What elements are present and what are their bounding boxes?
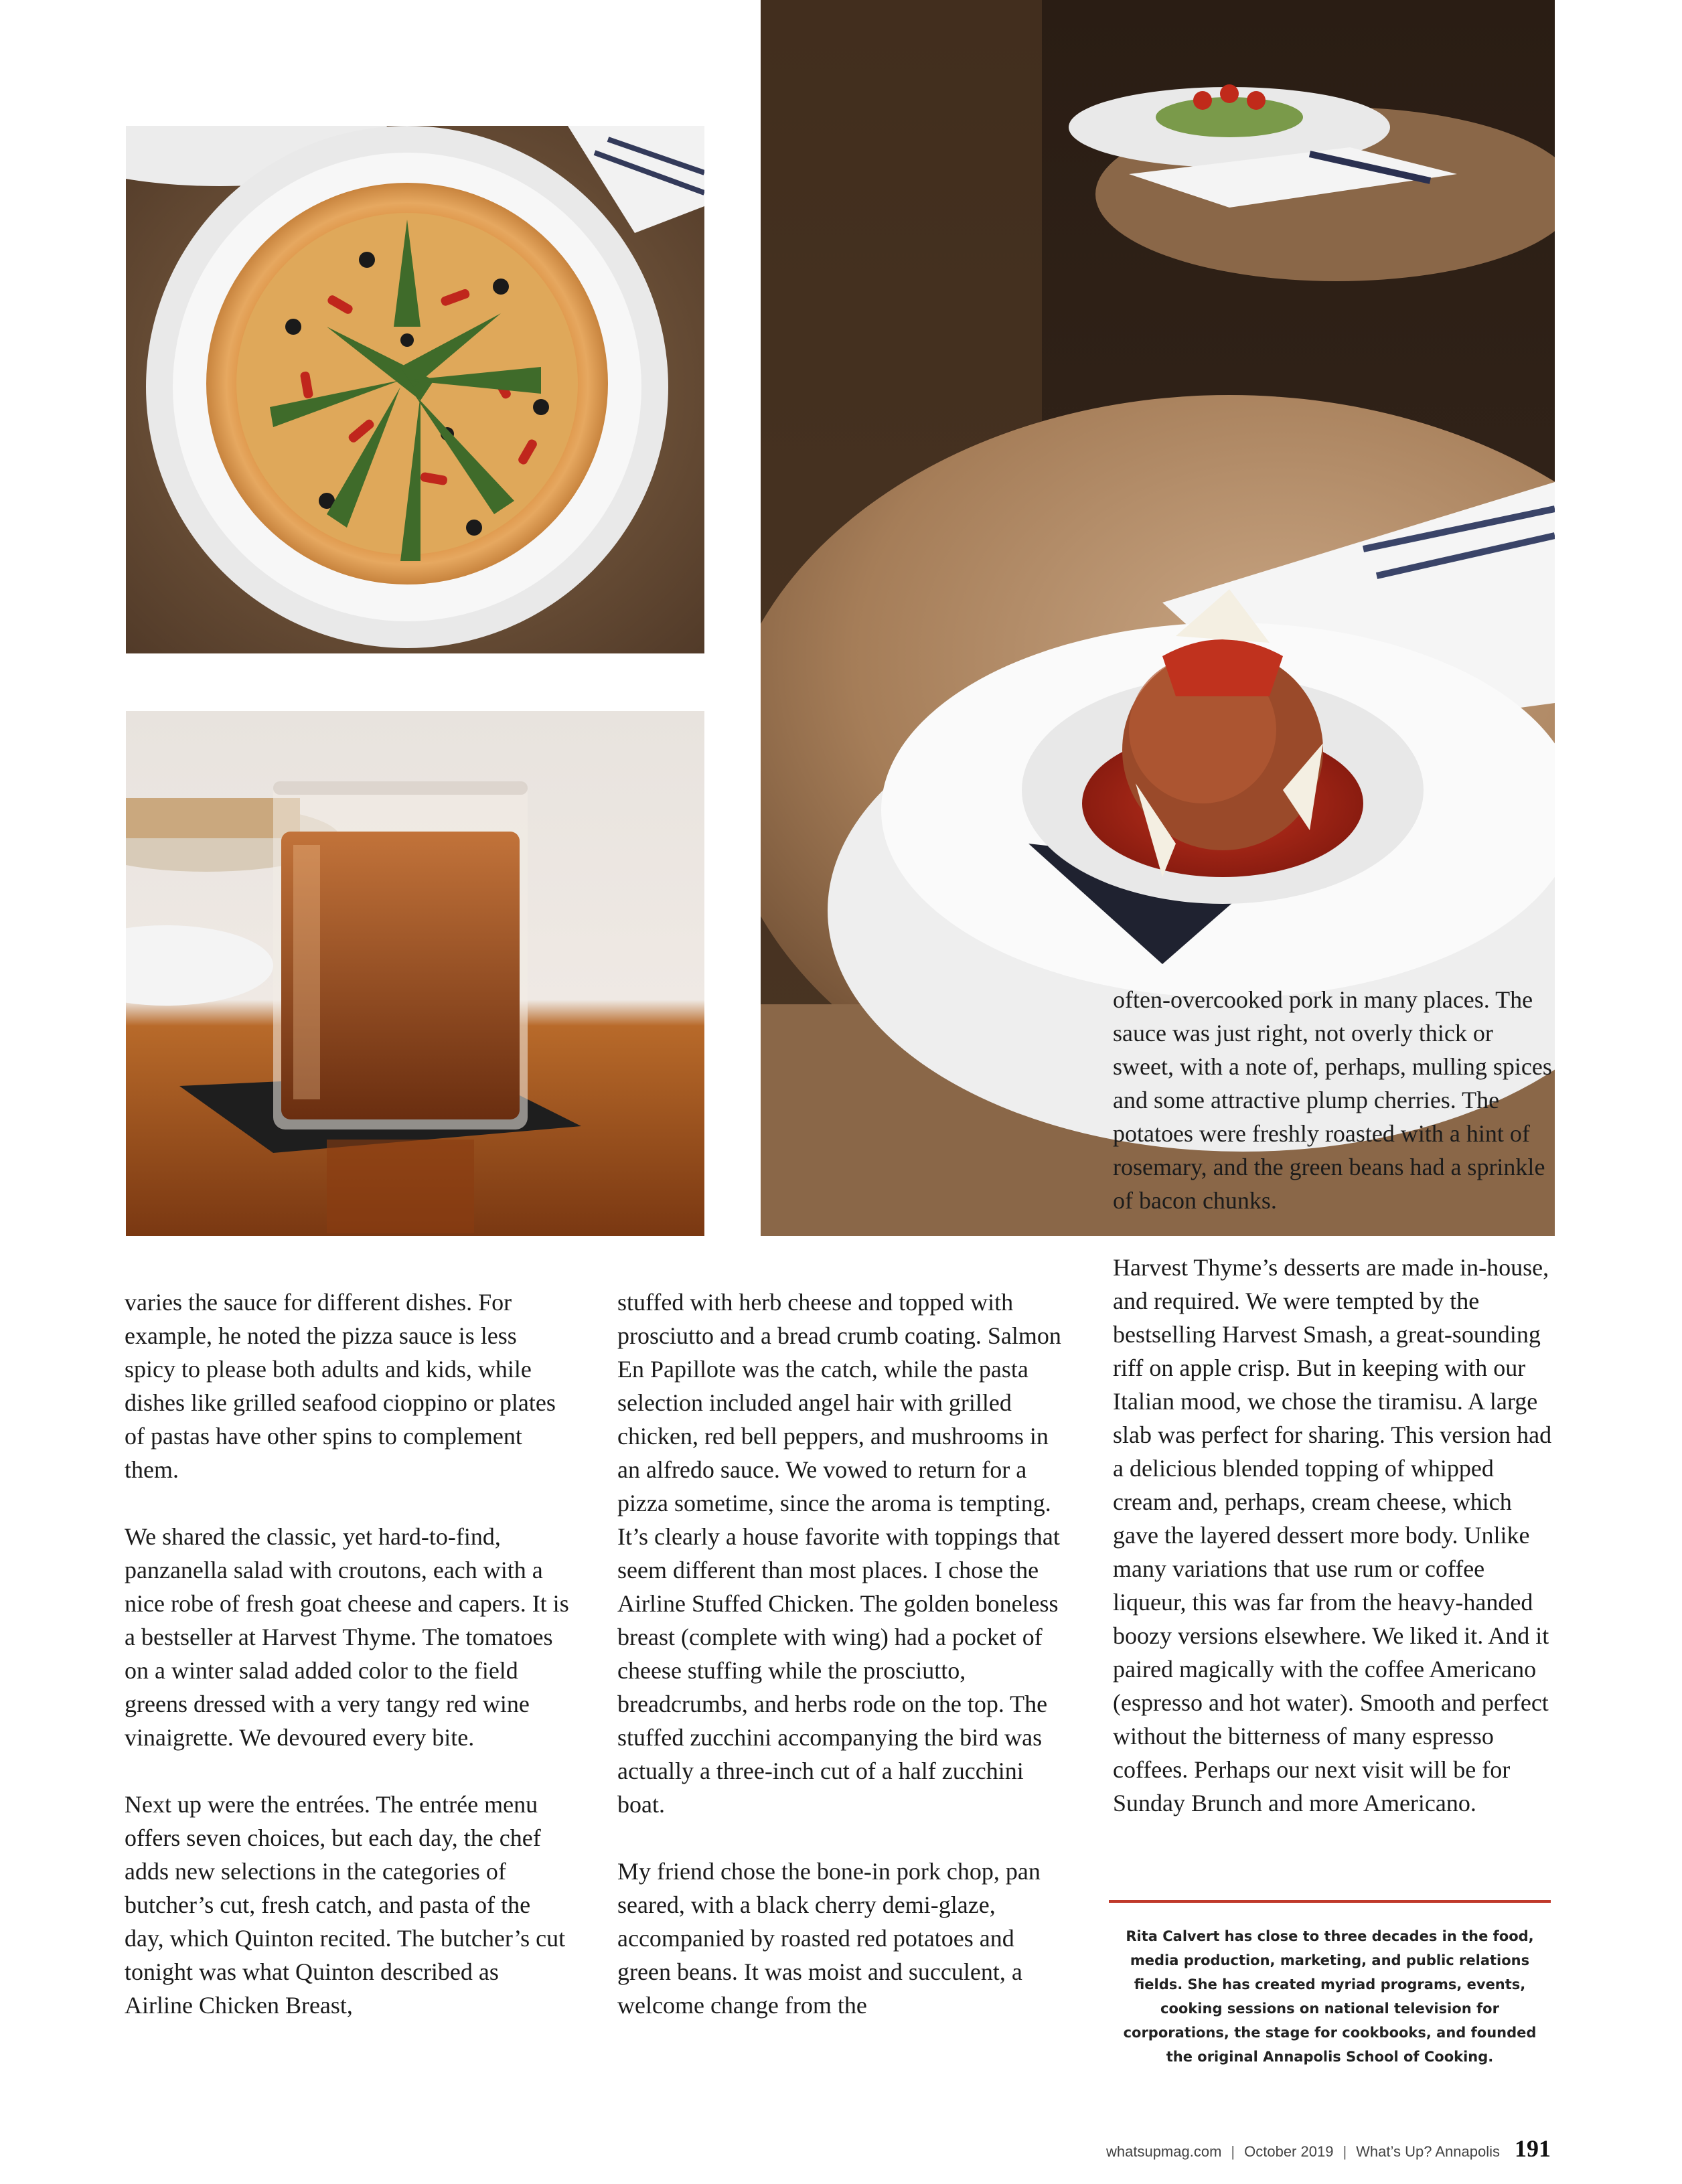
footer-separator: | [1231,2143,1235,2160]
right-column [1113,983,1555,1820]
cocktail-photo [126,711,704,1236]
page-number: 191 [1515,2135,1551,2162]
paragraph: My friend chose the bone-in pork chop, pan seared, with a black cherry demi-glaze, accompanied by roasted red potatoes and green beans. It was moist and succulent, a welcome change from the [617,1858,1041,2019]
page-footer [1106,2134,1551,2163]
footer-date: October 2019 [1244,2143,1334,2160]
paragraph: often-overcooked pork in many places. The sauce was just right, not overly thick or sweet, with a note of, perhaps, mulling spices and some attractive plump cherries. The potatoes were freshly roasted with a hint of rosemary, and the green beans had a sprinkle of bacon chunks. [1113,986,1552,1214]
middle-column [617,1285,1062,2022]
bio-divider [1109,1900,1551,1903]
paragraph: varies the sauce for different dishes. For example, he noted the pizza sauce is less spicy to please both adults and kids, while dishes like grilled seafood cioppino or plates of pastas have other spins to complement them. [125,1289,556,1483]
footer-site[interactable]: whatsupmag.com [1105,2143,1222,2160]
footer-separator: | [1343,2143,1347,2160]
author-bio: Rita Calvert has close to three decades in the food, media production, marketing, and public relations fields. She has created myriad programs, events, cooking sessions on national television for corporations, the stage for cookbooks, and founded the original Annapolis School of Cooking. [1123,1928,1537,2065]
left-column [125,1285,569,2022]
paragraph: Next up were the entrées. The entrée menu offers seven choices, but each day, the chef adds new selections in the categories of butcher’s cut, fresh catch, and pasta of the day, which Quinton recited. The butcher’s cut tonight was what Quinton described as Airline Chicken Breast, [125,1791,566,2019]
paragraph: stuffed with herb cheese and topped with prosciutto and a bread crumb coating. Salmon En Papillote was the catch, while the pasta selection included angel hair with grilled chicken, red bell peppers, and mushrooms in an alfredo sauce. We vowed to return for a pizza sometime, since the aroma is tempting. It’s clearly a house favorite with toppings that seem different than most places. I chose the Airline Stuffed Chicken. The golden boneless breast (complete with wing) had a pocket of cheese stuffing while the prosciutto, breadcrumbs, and herbs rode on the top. The stuffed zucchini accompanying the bird was actually a three-inch cut of a half zucchini boat. [617,1289,1061,1818]
paragraph: Harvest Thyme’s desserts are made in-house, and required. We were tempted by the bestselling Harvest Smash, a great-sounding riff on apple crisp. But in keeping with our Italian mood, we chose the tiramisu. A large slab was perfect for sharing. This version had a delicious blended topping of whipped cream and, perhaps, cream cheese, which gave the layered dessert more body. Unlike many variations that use rum or coffee liqueur, this was far from the heavy-handed boozy versions elsewhere. We liked it. And it paired magically with the coffee Americano (espresso and hot water). Smooth and perfect without the bitterness of many espresso coffees. Perhaps our next visit will be for Sunday Brunch and more Americano. [1113,1254,1552,1816]
footer-publication: What’s Up? Annapolis [1356,2143,1500,2160]
paragraph: We shared the classic, yet hard-to-find, panzanella salad with croutons, each with a nice robe of fresh goat cheese and capers. It is a bestseller at Harvest Thyme. The tomatoes on a winter salad added color to the field greens dressed with a very tangy red wine vinaigrette. We devoured every bite. [125,1523,569,1751]
pizza-photo [126,126,704,653]
